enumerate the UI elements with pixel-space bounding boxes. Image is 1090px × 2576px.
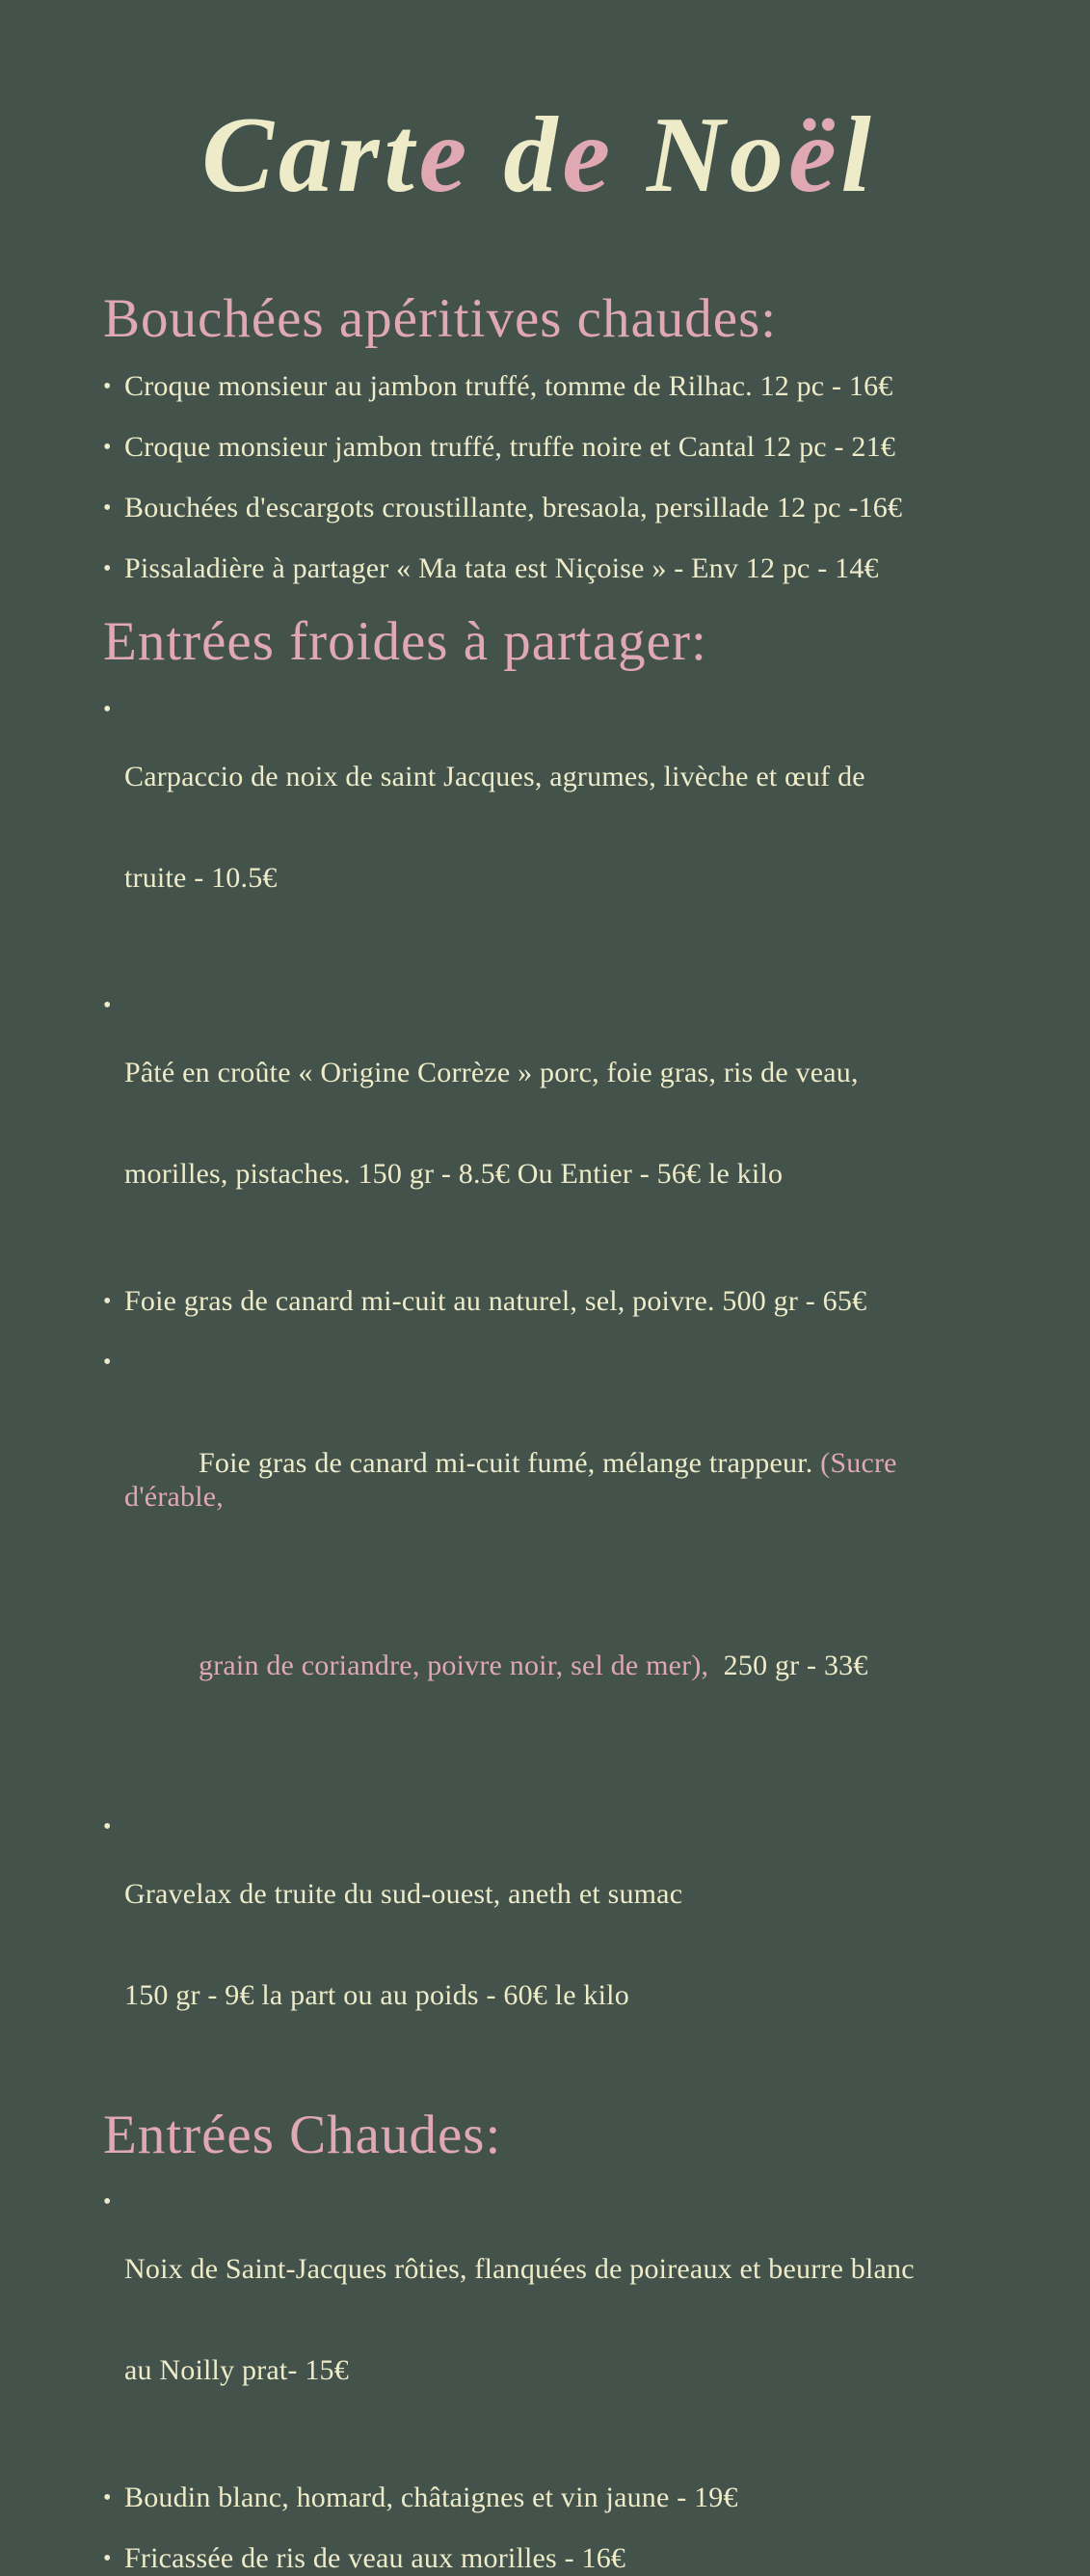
- menu-item-text: Carpaccio de noix de saint Jacques, agrumes, livèche et œuf de: [124, 760, 865, 792]
- menu-item-text: 250 gr - 33€: [708, 1649, 868, 1681]
- menu-item: [103, 1284, 974, 1319]
- menu-item: [103, 692, 974, 962]
- title-segment: ë: [787, 95, 841, 215]
- title-segment: e: [418, 95, 472, 215]
- bullet-icon: •: [103, 1288, 112, 1314]
- menu-item: [103, 2541, 974, 2576]
- section-entrees-froides: [103, 612, 974, 2080]
- title-segment: No: [615, 95, 788, 215]
- title-segment: l: [840, 95, 876, 215]
- title-segment: e: [562, 95, 616, 215]
- section-bouchees-aperitives-chaudes: [103, 289, 974, 586]
- section-entrees-chaudes: [103, 2106, 974, 2576]
- bullet-icon: •: [103, 374, 112, 400]
- menu-item-text-note: (Sucre d'érable,: [124, 1446, 905, 1513]
- bullet-icon: •: [103, 496, 112, 522]
- menu-item: [103, 1810, 974, 2080]
- menu-item-text: au Noilly prat- 15€: [124, 2354, 349, 2387]
- menu-item: [103, 430, 974, 465]
- bullet-icon: •: [103, 992, 112, 1018]
- bullet-icon: •: [103, 2546, 112, 2572]
- menu-item-text-note: grain de coriandre, poivre noir, sel de mer),: [199, 1649, 709, 1681]
- menu-item: [103, 551, 974, 586]
- title-segment: Cart: [201, 95, 419, 215]
- menu-item-text: Foie gras de canard mi-cuit au naturel, sel, poivre. 500 gr - 65€: [124, 1284, 867, 1317]
- menu-item-text: Pâté en croûte « Origine Corrèze » porc, foie gras, ris de veau,: [124, 1056, 859, 1088]
- menu-item: [103, 491, 974, 525]
- section-heading: Entrées Chaudes:: [103, 2104, 502, 2165]
- menu-item: [103, 2481, 974, 2515]
- menu-item-text: Gravelax de truite du sud-ouest, aneth et sumac: [124, 1877, 683, 1910]
- menu-item-text: morilles, pistaches. 150 gr - 8.5€ Ou Entier - 56€ le kilo: [124, 1157, 784, 1190]
- section-heading: Bouchées apéritives chaudes:: [103, 288, 778, 350]
- bullet-icon: •: [103, 556, 112, 582]
- bullet-icon: •: [103, 435, 112, 461]
- menu-item-text: Fricassée de ris de veau aux morilles - 16€: [124, 2542, 626, 2575]
- bullet-icon: •: [103, 1349, 112, 1375]
- menu-item-text: Croque monsieur au jambon truffé, tomme de Rilhac. 12 pc - 16€: [124, 370, 893, 403]
- section-heading: Entrées froides à partager:: [103, 611, 707, 673]
- menu-item: [103, 2185, 974, 2455]
- bullet-icon: •: [103, 696, 112, 722]
- menu-item-text: Croque monsieur jambon truffé, truffe noire et Cantal 12 pc - 21€: [124, 431, 896, 464]
- bullet-icon: •: [103, 2189, 112, 2215]
- menu-item-text: Boudin blanc, homard, châtaignes et vin jaune - 19€: [124, 2482, 738, 2514]
- page-title: [103, 77, 974, 233]
- menu-item-text: Noix de Saint-Jacques rôties, flanquées de poireaux et beurre blanc: [124, 2253, 915, 2286]
- menu-item: [103, 1345, 974, 1784]
- menu-item: [103, 369, 974, 404]
- menu-item-text: Bouchées d'escargots croustillante, bresaola, persillade 12 pc -16€: [124, 492, 903, 524]
- title-segment: d: [471, 95, 563, 215]
- menu-item: [103, 988, 974, 1258]
- menu-item-text: 150 gr - 9€ la part ou au poids - 60€ le kilo: [124, 1978, 629, 2011]
- bullet-icon: •: [103, 1813, 112, 1839]
- menu-item-text: Foie gras de canard mi-cuit fumé, mélange trappeur.: [199, 1446, 821, 1479]
- menu-item-text: truite - 10.5€: [124, 861, 278, 894]
- menu-item-text: Pissaladière à partager « Ma tata est Niçoise » - Env 12 pc - 14€: [124, 552, 879, 585]
- bullet-icon: •: [103, 2485, 112, 2511]
